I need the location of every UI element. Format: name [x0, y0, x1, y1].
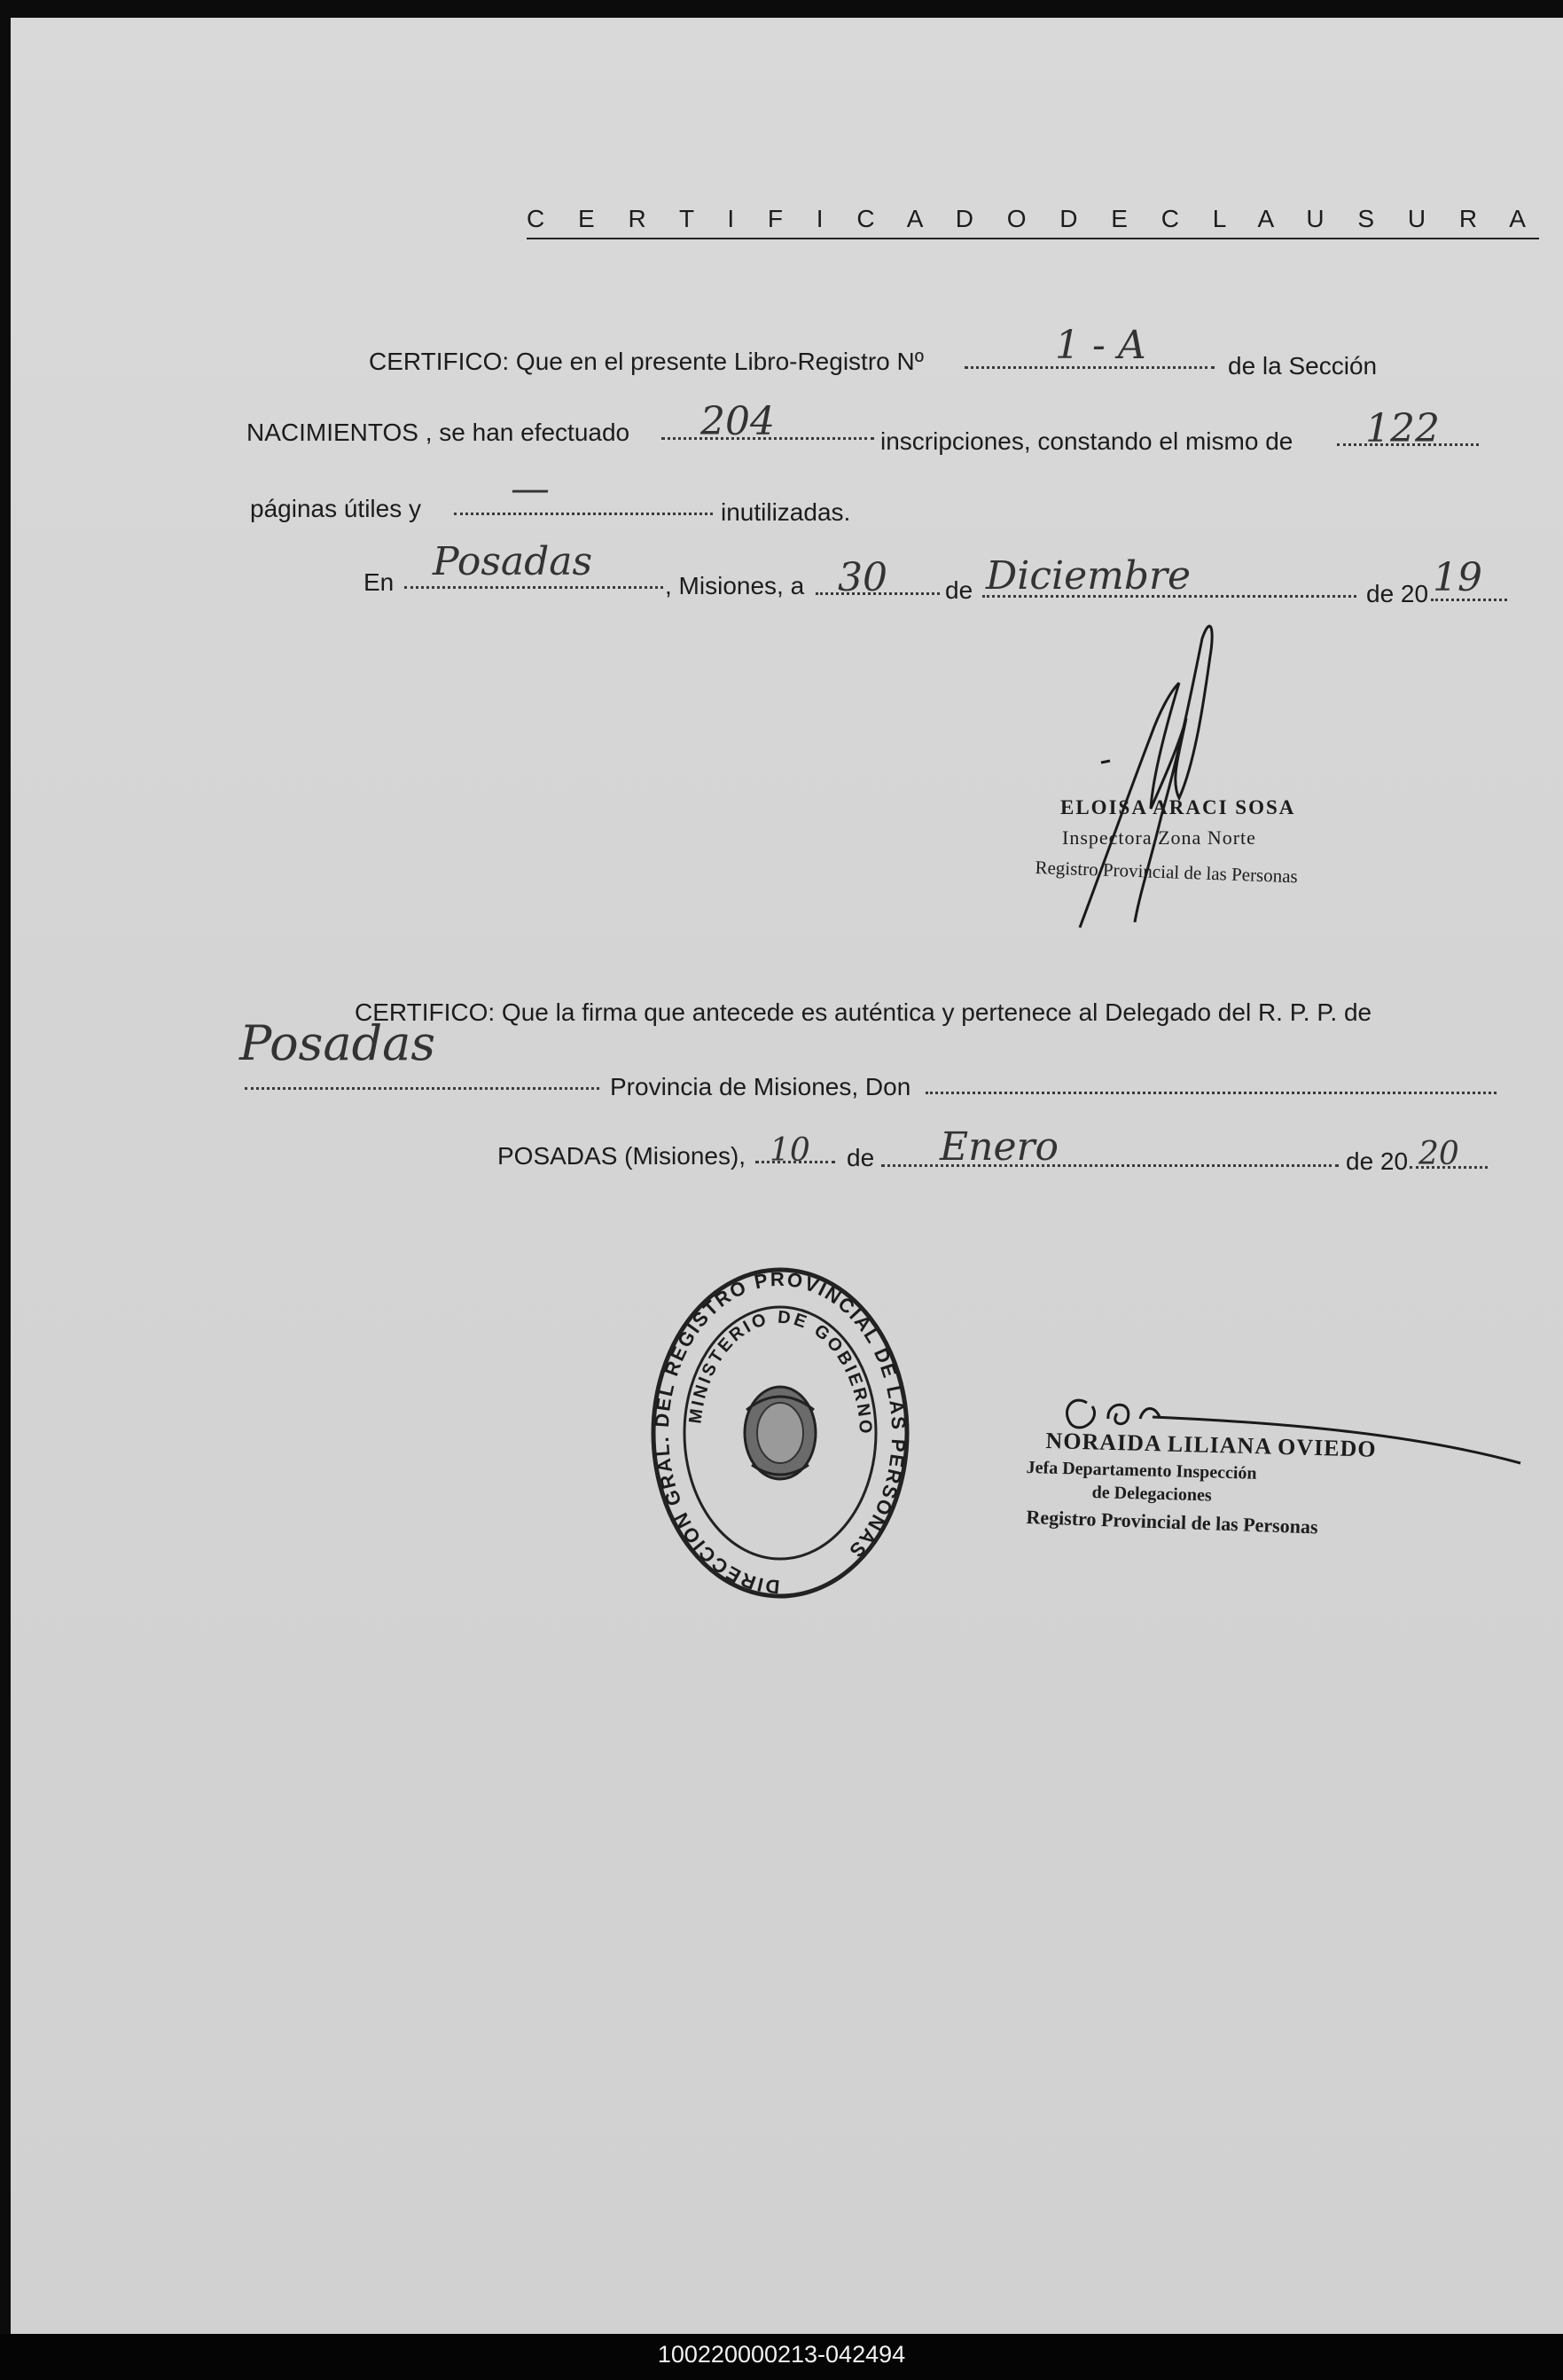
cert2-line3-prefix: POSADAS (Misiones),	[497, 1142, 746, 1170]
barcode-number: 100220000213-042494	[657, 2341, 906, 2368]
cert2-hand-lugar: Posadas	[239, 1015, 436, 1071]
signature1-office: Registro Provincial de las Personas	[1035, 857, 1299, 888]
hand-lugar: Posadas	[433, 539, 593, 584]
cert1-line3-suffix: inutilizadas.	[721, 498, 851, 526]
signature1-name: ELOISA ARACI SOSA	[1060, 796, 1296, 818]
seal-outer-text: DIRECCION GRAL. DEL REGISTRO PROVINCIAL DE LAS PERSONAS	[650, 1267, 910, 1599]
hand-inscripciones: 204	[700, 399, 775, 444]
cert1-line4-de: de	[945, 576, 973, 604]
signature-1-scribble	[1046, 603, 1330, 940]
dotted-line	[454, 509, 713, 515]
cert1-line4-en: En	[363, 568, 395, 596]
cert2-hand-dia: 10	[770, 1132, 810, 1169]
cert1-line2-middle: inscripciones, constando el mismo de	[880, 427, 1293, 455]
cert1-line1-suffix: de la Sección	[1228, 352, 1378, 380]
hand-anio: 19	[1433, 555, 1482, 600]
cert2-hand-anio: 20	[1418, 1136, 1459, 1172]
cert1-line2-prefix: NACIMIENTOS , se han efectuado	[246, 419, 630, 446]
official-seal	[647, 1259, 913, 1605]
cert2-line3-year: de 20	[1346, 1147, 1409, 1175]
signature2-title2: de Delegaciones	[1091, 1483, 1212, 1506]
signature2-name: NORAIDA LILIANA OVIEDO	[1045, 1428, 1377, 1462]
signature1-title: Inspectora Zona Norte	[1062, 826, 1256, 849]
hand-inutilizadas: —	[511, 466, 550, 512]
dotted-line	[926, 1088, 1497, 1094]
cert1-line3-prefix: páginas útiles y	[250, 495, 422, 522]
hand-libro-number: 1 - A	[1055, 323, 1146, 368]
document-title: C E R T I F I C A D O D E C L A U S U R A	[527, 204, 1539, 239]
cert1-line1-prefix: CERTIFICO: Que en el presente Libro-Registro Nº	[369, 348, 924, 375]
cert2-line1: CERTIFICO: Que la firma que antecede es auténtica y pertenece al Delegado del R. P. P. de	[355, 998, 1372, 1026]
hand-paginas: 122	[1365, 406, 1440, 451]
cert2-line2-middle: Provincia de Misiones, Don	[610, 1073, 911, 1100]
seal-inner-text: MINISTERIO DE GOBIERNO	[685, 1307, 876, 1437]
cert1-line4-misiones: , Misiones, a	[665, 572, 805, 599]
signature2-title1: Jefa Departamento Inspección	[1026, 1458, 1257, 1484]
coat-of-arms-icon	[745, 1387, 816, 1479]
hand-dia: 30	[838, 555, 887, 600]
signature2-office: Registro Provincial de las Personas	[1026, 1506, 1318, 1538]
dotted-line	[245, 1084, 599, 1090]
cert2-hand-mes: Enero	[940, 1124, 1059, 1170]
cert1-line4-year: de 20	[1366, 580, 1429, 607]
hand-mes: Diciembre	[986, 553, 1192, 599]
cert2-line3-de: de	[847, 1144, 875, 1171]
